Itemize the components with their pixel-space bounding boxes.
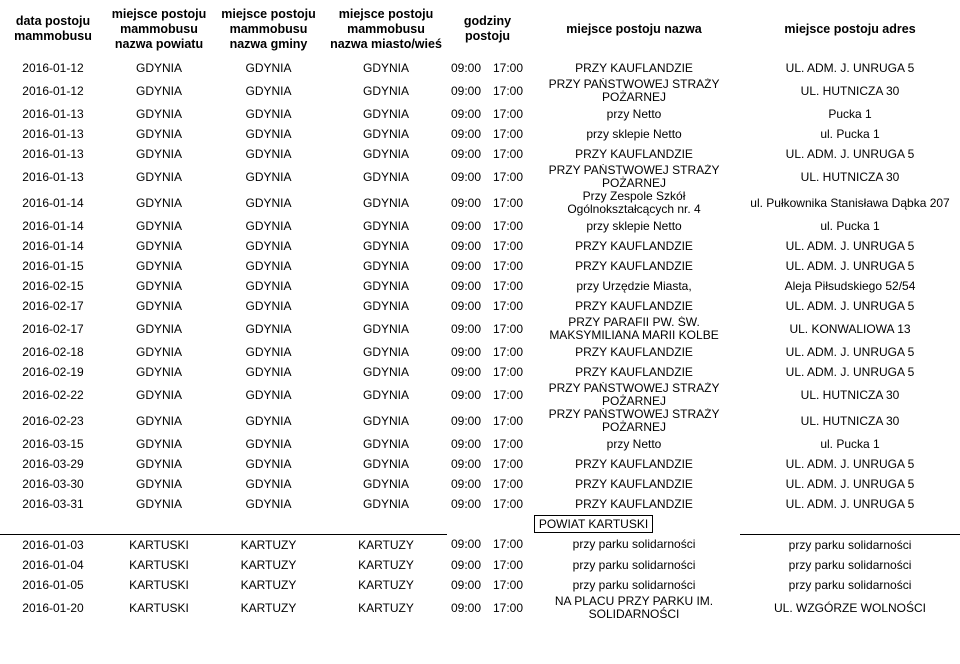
cell-place: PRZY KAUFLANDZIE [575,146,693,161]
cell-time-from: 09:00 [451,126,482,141]
cell-address: UL. HUTNICZA 30 [800,413,900,428]
cell-address: UL. ADM. J. UNRUGA 5 [785,476,915,491]
cell-powiat: GDYNIA [135,436,182,451]
cell-gmina: GDYNIA [245,387,292,402]
cell-powiat: GDYNIA [135,278,182,293]
cell-time-to: 17:00 [493,456,524,471]
cell-date: 2016-02-15 [22,278,84,293]
cell-miasto: GDYNIA [362,321,409,336]
table-row [0,236,960,256]
header-place: miejsce postoju nazwa [566,21,702,36]
cell-date: 2016-02-17 [22,298,84,313]
table-row [0,535,960,556]
cell-address: UL. ADM. J. UNRUGA 5 [785,298,915,313]
cell-address: przy parku solidarności [788,577,912,592]
cell-place: przy sklepie Netto [586,218,682,233]
cell-miasto: GDYNIA [362,278,409,293]
cell-date: 2016-02-22 [22,387,84,402]
cell-miasto: GDYNIA [362,238,409,253]
table-row [0,494,960,514]
cell-miasto: GDYNIA [362,413,409,428]
cell-miasto: GDYNIA [362,298,409,313]
cell-gmina: GDYNIA [245,496,292,511]
cell-date: 2016-01-05 [22,577,84,592]
cell-place: przy Urzędzie Miasta, [576,278,692,293]
cell-time-to: 17:00 [493,195,524,210]
cell-place: PRZY PAŃSTWOWEJ STRAŻY POŻARNEJ [548,382,720,408]
cell-date: 2016-02-18 [22,344,84,359]
header-row [0,0,960,58]
cell-date: 2016-01-12 [22,83,84,98]
cell-time-to: 17:00 [493,577,524,592]
table-row [0,408,960,434]
cell-date: 2016-01-13 [22,146,84,161]
cell-time-to: 17:00 [493,298,524,313]
cell-gmina: KARTUZY [240,600,297,615]
cell-date: 2016-01-14 [22,238,84,253]
cell-time-from: 09:00 [451,146,482,161]
cell-gmina: GDYNIA [245,298,292,313]
cell-time-from: 09:00 [451,436,482,451]
cell-gmina: GDYNIA [245,126,292,141]
cell-time-from: 09:00 [451,278,482,293]
cell-place: przy Netto [606,436,662,451]
cell-address: UL. ADM. J. UNRUGA 5 [785,456,915,471]
cell-gmina: GDYNIA [245,218,292,233]
cell-date: 2016-01-14 [22,195,84,210]
cell-miasto: GDYNIA [362,258,409,273]
cell-time-to: 17:00 [493,413,524,428]
cell-time-from: 09:00 [451,321,482,336]
cell-gmina: GDYNIA [245,413,292,428]
cell-date: 2016-01-14 [22,218,84,233]
cell-time-to: 17:00 [493,364,524,379]
cell-time-from: 09:00 [451,577,482,592]
table-row [0,362,960,382]
header-gmina: miejsce postoju mammobusu nazwa gminy [221,6,316,51]
cell-place: PRZY PARAFII PW. ŚW. MAKSYMILIANA MARII KOLBE [549,316,719,342]
cell-time-to: 17:00 [493,537,524,552]
cell-miasto: GDYNIA [362,364,409,379]
cell-powiat: KARTUSKI [129,577,189,592]
table-row [0,78,960,104]
cell-address: UL. ADM. J. UNRUGA 5 [785,364,915,379]
cell-time-from: 09:00 [451,456,482,471]
cell-time-to: 17:00 [493,344,524,359]
cell-date: 2016-01-03 [22,537,84,552]
cell-gmina: KARTUZY [240,537,297,552]
table-row [0,296,960,316]
cell-miasto: KARTUZY [358,537,414,552]
cell-place: PRZY KAUFLANDZIE [575,364,693,379]
cell-address: przy parku solidarności [788,537,912,552]
cell-place: PRZY KAUFLANDZIE [575,238,693,253]
cell-place: przy parku solidarności [572,537,696,552]
cell-time-to: 17:00 [493,83,524,98]
cell-powiat: KARTUSKI [129,600,189,615]
cell-address: UL. HUTNICZA 30 [800,169,900,184]
table-row [0,575,960,595]
cell-address: UL. HUTNICZA 30 [800,83,900,98]
cell-time-to: 17:00 [493,258,524,273]
cell-time-from: 09:00 [451,258,482,273]
cell-gmina: GDYNIA [245,195,292,210]
cell-miasto: KARTUZY [358,600,414,615]
cell-address: ul. Pucka 1 [820,126,880,141]
cell-miasto: GDYNIA [362,195,409,210]
cell-time-from: 09:00 [451,364,482,379]
cell-time-to: 17:00 [493,126,524,141]
cell-date: 2016-01-12 [22,60,84,75]
cell-time-from: 09:00 [451,195,482,210]
cell-place: przy parku solidarności [572,577,696,592]
cell-time-from: 09:00 [451,298,482,313]
table-row [0,144,960,164]
cell-powiat: GDYNIA [135,169,182,184]
cell-time-from: 09:00 [451,106,482,121]
cell-time-to: 17:00 [493,321,524,336]
cell-date: 2016-02-23 [22,413,84,428]
cell-time-from: 09:00 [451,557,482,572]
cell-address: Aleja Piłsudskiego 52/54 [784,278,916,293]
cell-date: 2016-01-13 [22,169,84,184]
cell-gmina: GDYNIA [245,321,292,336]
cell-powiat: GDYNIA [135,476,182,491]
cell-powiat: GDYNIA [135,195,182,210]
cell-powiat: GDYNIA [135,83,182,98]
cell-powiat: GDYNIA [135,344,182,359]
cell-date: 2016-03-31 [22,496,84,511]
cell-powiat: GDYNIA [135,258,182,273]
cell-gmina: KARTUZY [240,577,297,592]
cell-miasto: GDYNIA [362,146,409,161]
cell-powiat: GDYNIA [135,456,182,471]
cell-miasto: GDYNIA [362,106,409,121]
cell-time-to: 17:00 [493,496,524,511]
cell-time-to: 17:00 [493,218,524,233]
cell-place: Przy Zespole Szkół Ogólnokształcących nr. 4 [567,190,701,216]
table-row [0,256,960,276]
cell-gmina: GDYNIA [245,364,292,379]
section-header-body [0,514,960,535]
table-row [0,595,960,621]
cell-gmina: GDYNIA [245,83,292,98]
table-row [0,164,960,190]
cell-time-to: 17:00 [493,436,524,451]
cell-time-from: 09:00 [451,413,482,428]
cell-place: PRZY KAUFLANDZIE [575,60,693,75]
cell-powiat: GDYNIA [135,496,182,511]
cell-miasto: GDYNIA [362,436,409,451]
table-body-kartuski [0,535,960,622]
cell-time-from: 09:00 [451,600,482,615]
cell-time-to: 17:00 [493,169,524,184]
cell-gmina: GDYNIA [245,238,292,253]
cell-place: PRZY KAUFLANDZIE [575,456,693,471]
cell-address: ul. Pucka 1 [820,218,880,233]
cell-time-from: 09:00 [451,476,482,491]
cell-miasto: GDYNIA [362,456,409,471]
cell-miasto: GDYNIA [362,60,409,75]
cell-place: PRZY PAŃSTWOWEJ STRAŻY POŻARNEJ [548,78,720,104]
cell-place: przy sklepie Netto [586,126,682,141]
cell-time-from: 09:00 [451,83,482,98]
cell-powiat: KARTUSKI [129,537,189,552]
cell-address: ul. Pucka 1 [820,436,880,451]
cell-place: NA PLACU PRZY PARKU IM. SOLIDARNOŚCI [554,595,714,621]
cell-place: PRZY PAŃSTWOWEJ STRAŻY POŻARNEJ [548,408,720,434]
header-miasto: miejsce postoju mammobusu nazwa miasto/wieś [330,6,442,51]
cell-powiat: KARTUSKI [129,557,189,572]
cell-time-to: 17:00 [493,106,524,121]
cell-gmina: GDYNIA [245,344,292,359]
section-row [0,514,960,535]
cell-gmina: GDYNIA [245,456,292,471]
header-hours: godziny postoju [463,14,512,43]
cell-time-from: 09:00 [451,218,482,233]
cell-date: 2016-03-29 [22,456,84,471]
table-row [0,342,960,362]
cell-time-to: 17:00 [493,146,524,161]
cell-address: UL. WZGÓRZE WOLNOŚCI [774,600,927,615]
cell-miasto: GDYNIA [362,169,409,184]
cell-powiat: GDYNIA [135,387,182,402]
cell-time-from: 09:00 [451,169,482,184]
cell-time-from: 09:00 [451,344,482,359]
cell-time-to: 17:00 [493,557,524,572]
cell-address: UL. ADM. J. UNRUGA 5 [785,238,915,253]
table-row [0,555,960,575]
table-row [0,124,960,144]
cell-date: 2016-02-19 [22,364,84,379]
table-body-gdynia [0,58,960,514]
cell-miasto: GDYNIA [362,218,409,233]
cell-place: przy Netto [606,106,662,121]
cell-gmina: GDYNIA [245,106,292,121]
cell-date: 2016-02-17 [22,321,84,336]
table-row [0,58,960,78]
cell-place: PRZY KAUFLANDZIE [575,344,693,359]
cell-time-to: 17:00 [493,600,524,615]
cell-powiat: GDYNIA [135,218,182,233]
cell-powiat: GDYNIA [135,321,182,336]
cell-gmina: KARTUZY [240,557,297,572]
cell-time-to: 17:00 [493,476,524,491]
cell-powiat: GDYNIA [135,146,182,161]
cell-time-to: 17:00 [493,60,524,75]
header-address: miejsce postoju adres [784,21,916,36]
cell-address: UL. ADM. J. UNRUGA 5 [785,344,915,359]
cell-powiat: GDYNIA [135,364,182,379]
cell-powiat: GDYNIA [135,238,182,253]
cell-address: przy parku solidarności [788,557,912,572]
cell-place: PRZY KAUFLANDZIE [575,258,693,273]
cell-miasto: KARTUZY [358,557,414,572]
cell-powiat: GDYNIA [135,126,182,141]
cell-address: UL. ADM. J. UNRUGA 5 [785,496,915,511]
cell-time-from: 09:00 [451,496,482,511]
table-row [0,190,960,216]
table-row [0,316,960,342]
cell-address: UL. ADM. J. UNRUGA 5 [785,60,915,75]
cell-gmina: GDYNIA [245,278,292,293]
cell-miasto: KARTUZY [358,577,414,592]
cell-date: 2016-01-13 [22,106,84,121]
cell-date: 2016-01-13 [22,126,84,141]
cell-place: przy parku solidarności [572,557,696,572]
cell-place: PRZY KAUFLANDZIE [575,496,693,511]
table-row [0,382,960,408]
cell-gmina: GDYNIA [245,258,292,273]
cell-powiat: GDYNIA [135,298,182,313]
table-row [0,104,960,124]
cell-date: 2016-03-15 [22,436,84,451]
header-powiat: miejsce postoju mammobusu nazwa powiatu [111,6,207,51]
cell-miasto: GDYNIA [362,496,409,511]
cell-gmina: GDYNIA [245,169,292,184]
table-row [0,216,960,236]
cell-powiat: GDYNIA [135,413,182,428]
cell-address: Pucka 1 [828,106,872,121]
cell-time-to: 17:00 [493,278,524,293]
cell-address: ul. Pułkownika Stanisława Dąbka 207 [750,195,950,210]
cell-miasto: GDYNIA [362,344,409,359]
cell-gmina: GDYNIA [245,60,292,75]
table-row [0,434,960,454]
cell-date: 2016-01-04 [22,557,84,572]
cell-time-from: 09:00 [451,238,482,253]
cell-time-from: 09:00 [451,387,482,402]
table-row [0,474,960,494]
cell-gmina: GDYNIA [245,436,292,451]
cell-miasto: GDYNIA [362,83,409,98]
cell-address: UL. ADM. J. UNRUGA 5 [785,146,915,161]
cell-gmina: GDYNIA [245,146,292,161]
cell-time-from: 09:00 [451,60,482,75]
cell-date: 2016-01-15 [22,258,84,273]
cell-gmina: GDYNIA [245,476,292,491]
cell-powiat: GDYNIA [135,60,182,75]
cell-date: 2016-03-30 [22,476,84,491]
cell-place: PRZY KAUFLANDZIE [575,476,693,491]
header-date: data postoju mammobusu [14,14,92,43]
cell-powiat: GDYNIA [135,106,182,121]
table-row [0,454,960,474]
cell-time-from: 09:00 [451,537,482,552]
cell-date: 2016-01-20 [22,600,84,615]
cell-place: PRZY KAUFLANDZIE [575,298,693,313]
cell-place: PRZY PAŃSTWOWEJ STRAŻY POŻARNEJ [548,164,720,190]
cell-miasto: GDYNIA [362,126,409,141]
cell-miasto: GDYNIA [362,387,409,402]
cell-time-to: 17:00 [493,238,524,253]
section-title: POWIAT KARTUSKI [534,515,653,533]
cell-time-to: 17:00 [493,387,524,402]
cell-address: UL. KONWALIOWA 13 [789,321,911,336]
cell-address: UL. HUTNICZA 30 [800,387,900,402]
table-row [0,276,960,296]
cell-address: UL. ADM. J. UNRUGA 5 [785,258,915,273]
cell-miasto: GDYNIA [362,476,409,491]
